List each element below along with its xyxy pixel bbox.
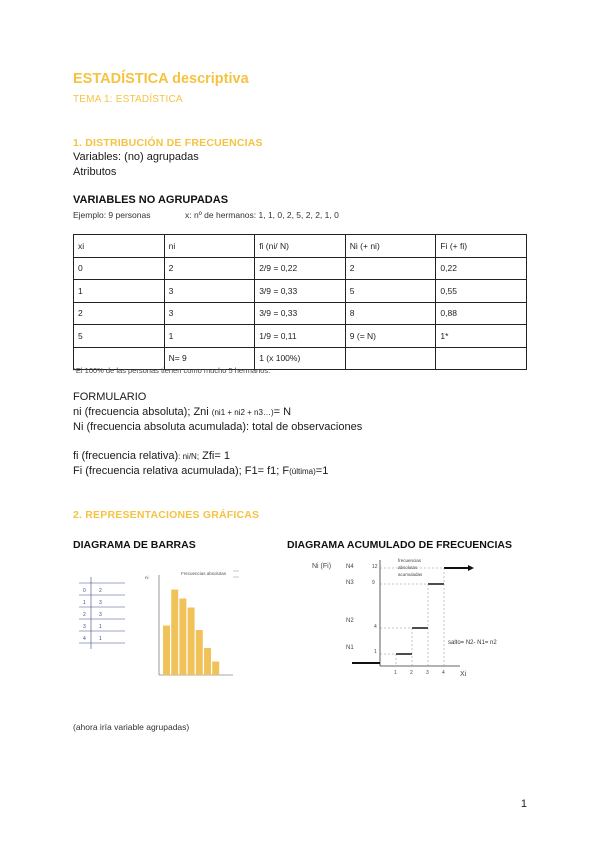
table-cell: 3: [164, 302, 255, 325]
cum-x-tick: 3: [426, 670, 429, 676]
table-row: [74, 280, 527, 303]
table-header-row: [74, 235, 527, 258]
document-subtitle: TEMA 1: ESTADÍSTICA: [73, 94, 183, 105]
table-cell: 2: [345, 257, 436, 280]
svg-text:3: 3: [99, 612, 102, 618]
formula-Fi: [73, 465, 328, 477]
page-number: 1: [520, 798, 527, 810]
svg-text:2: 2: [83, 612, 86, 618]
svg-text:ni: ni: [145, 575, 149, 580]
cum-y-axis-label: Ni (Fi): [312, 563, 332, 570]
table-cell: 9 (= N): [345, 325, 436, 348]
formula-subtext: (última): [289, 467, 316, 476]
svg-text:1: 1: [83, 600, 86, 606]
table-cell: 0,22: [436, 257, 527, 280]
table-footnote: *El 100% de las personas tienen como mucho 5 hermanos.: [73, 366, 271, 375]
cum-x-tick: 2: [410, 670, 413, 676]
svg-text:3: 3: [83, 624, 86, 630]
cum-y-tick: N3: [346, 580, 354, 586]
table-cell: 2/9 = 0,22: [255, 257, 346, 280]
formula-text: fi (frecuencia relativa): [73, 450, 179, 462]
atributos-line: Atributos: [73, 166, 117, 178]
formula-Ni: Ni (frecuencia absoluta acumulada): total de observaciones: [73, 421, 363, 433]
variables-line: Variables: (no) agrupadas: [73, 151, 199, 163]
example-data: x: nº de hermanos: 1, 1, 0, 2, 5, 2, 2, 1, 0: [185, 210, 339, 220]
table-cell: [436, 347, 527, 370]
thumb-bar: [171, 590, 178, 676]
cum-jump-label: salto= N2- N1= n2: [448, 640, 497, 646]
table-cell: 2: [164, 257, 255, 280]
cum-x-tick: 4: [442, 670, 445, 676]
section-2-heading: 2. REPRESENTACIONES GRÁFICAS: [73, 509, 260, 521]
formula-subtext: (ni1 + ni2 + n3…): [211, 408, 274, 417]
table-row: [74, 325, 527, 348]
cum-note-3: acumuladas: [398, 572, 423, 577]
cum-y-tick: N4: [346, 564, 354, 570]
formula-text: = N: [273, 406, 292, 418]
table-cell: 3: [164, 280, 255, 303]
cumulative-diagram: [300, 556, 530, 686]
table-header-cell: fi (ni/ N): [255, 235, 346, 258]
section-1-heading: 1. DISTRIBUCIÓN DE FRECUENCIAS: [73, 137, 263, 149]
formula-subtext: : ni/N;: [178, 452, 200, 461]
cum-y-value: 12: [372, 564, 378, 570]
table-header-cell: xi: [74, 235, 165, 258]
formula-text: Zfi= 1: [199, 450, 230, 462]
table-cell: 5: [345, 280, 436, 303]
svg-text:1: 1: [99, 624, 102, 630]
cum-x-tick: 1: [394, 670, 397, 676]
table-row: [74, 257, 527, 280]
frequency-table: [73, 234, 527, 370]
formula-text: Fi (frecuencia relativa acumulada); F1= f1; F: [73, 465, 290, 477]
table-cell: 3/9 = 0,33: [255, 302, 346, 325]
table-cell: 8: [345, 302, 436, 325]
thumb-bar: [196, 630, 203, 675]
thumb-bar: [212, 662, 219, 676]
formula-fi: [73, 450, 230, 462]
cum-y-value: 1: [374, 649, 377, 655]
table-header-cell: ni: [164, 235, 255, 258]
table-cell: 1: [164, 325, 255, 348]
cum-y-value: 4: [374, 624, 377, 630]
svg-text:0: 0: [83, 588, 86, 594]
bar-diagram-heading: DIAGRAMA DE BARRAS: [73, 539, 196, 551]
thumb-bar: [179, 599, 186, 676]
formula-ni: [73, 406, 291, 418]
cum-y-tick: N2: [346, 618, 354, 624]
table-header-cell: Ni (+ ni): [345, 235, 436, 258]
cum-note-2: absolutas: [398, 565, 418, 570]
svg-text:1: 1: [99, 636, 102, 642]
table-cell: 1 (x 100%): [255, 347, 346, 370]
table-header-cell: Fi (+ fi): [436, 235, 527, 258]
svg-text:3: 3: [99, 600, 102, 606]
document-title: ESTADÍSTICA descriptiva: [73, 71, 249, 87]
thumb-bar: [188, 608, 195, 676]
table-cell: 5: [74, 325, 165, 348]
table-cell: N= 9: [164, 347, 255, 370]
formula-text: =1: [315, 465, 329, 477]
table-cell: 3/9 = 0,33: [255, 280, 346, 303]
svg-text:4: 4: [83, 636, 86, 642]
formula-text: ni (frecuencia absoluta); Zni: [73, 406, 212, 418]
agrupadas-note: (ahora iría variable agrupadas): [73, 722, 190, 732]
table-cell: [345, 347, 436, 370]
table-cell: 1/9 = 0,11: [255, 325, 346, 348]
svg-text:2: 2: [99, 588, 102, 594]
cum-note-1: frecuencias: [398, 558, 422, 563]
bar-diagram-image: [73, 565, 243, 685]
table-cell: 0: [74, 257, 165, 280]
table-row: [74, 302, 527, 325]
table-cell: 2: [74, 302, 165, 325]
thumb-bar: [163, 626, 170, 676]
cumulative-diagram-heading: DIAGRAMA ACUMULADO DE FRECUENCIAS: [287, 539, 512, 551]
formulario-heading: FORMULARIO: [73, 391, 147, 403]
table-cell: 1: [74, 280, 165, 303]
table-cell: 1*: [436, 325, 527, 348]
table-cell: 0,88: [436, 302, 527, 325]
cum-y-tick: N1: [346, 645, 354, 651]
thumb-bar: [204, 648, 211, 675]
example-label: Ejemplo: 9 personas: [73, 210, 151, 220]
table-cell: 0,55: [436, 280, 527, 303]
bar-thumb-caption: Frecuencias absolutas: [181, 571, 227, 576]
no-agrupadas-heading: VARIABLES NO AGRUPADAS: [73, 194, 229, 206]
cum-x-label: Xi: [460, 671, 467, 678]
cum-y-value: 9: [372, 580, 375, 586]
